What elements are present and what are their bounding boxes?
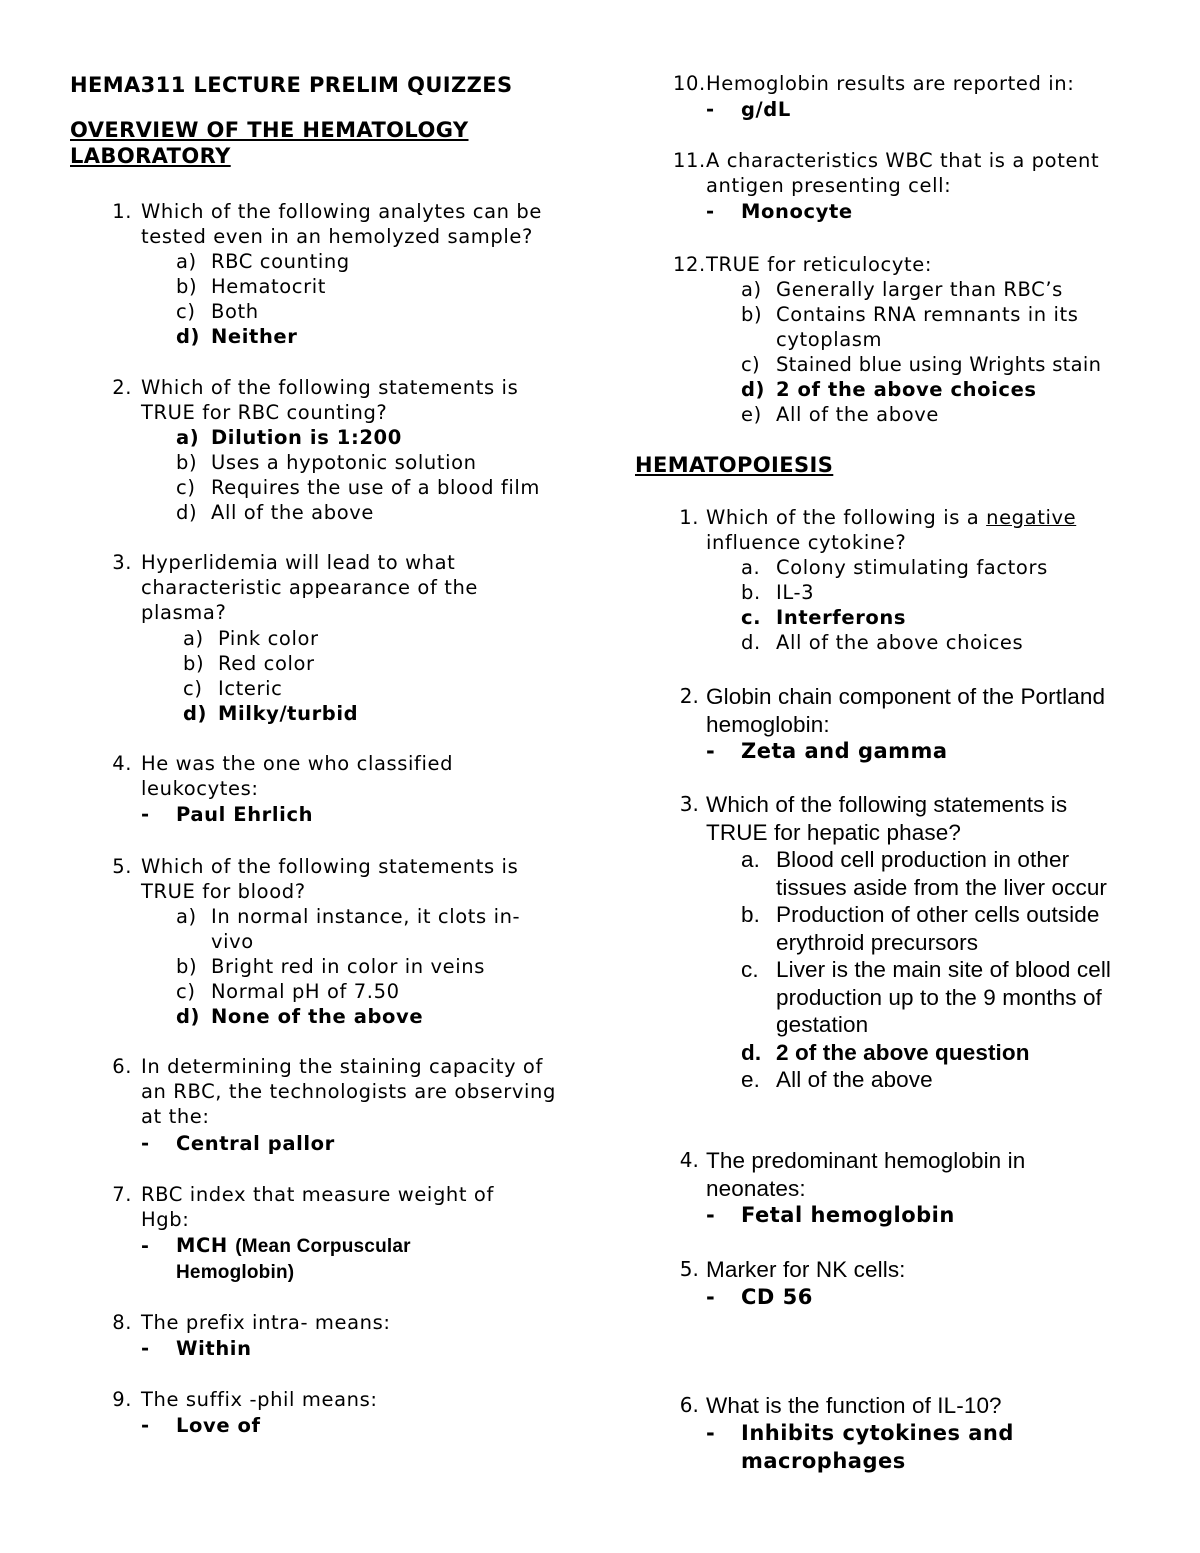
option: d. All of the above choices	[741, 631, 1024, 654]
option-correct: a) Dilution is 1:200	[176, 426, 402, 449]
question-text: Which of the following statements is TRUE for RBC counting?	[141, 376, 519, 424]
section-heading-overview: OVERVIEW OF THE HEMATOLOGY LABORATORY	[70, 118, 469, 168]
options-list	[741, 277, 1141, 427]
option-correct: d) None of the above	[176, 1005, 424, 1028]
option: a. Blood cell production in other tissues aside from the liver occur	[741, 847, 1108, 900]
option: a) RBC counting	[176, 250, 350, 273]
option: c) Both	[176, 300, 259, 323]
option: b) Contains RNA remnants in its cytoplasm	[741, 303, 1079, 351]
option-correct: d) 2 of the above choices	[741, 378, 1037, 401]
option-correct: d) Neither	[176, 325, 298, 348]
question-text: Marker for NK cells:	[706, 1257, 906, 1282]
option: a. Colony stimulating factors	[741, 556, 1048, 579]
option-correct: d. 2 of the above question	[741, 1039, 1030, 1065]
option: c) Normal pH of 7.50	[176, 980, 400, 1003]
question-text: Hyperlidemia will lead to what characteristic appearance of the plasma?	[141, 551, 479, 624]
option: a) Generally larger than RBC’s	[741, 278, 1063, 301]
option: b. Production of other cells outside erythroid precursors	[741, 902, 1100, 955]
option: b) Red color	[183, 652, 315, 675]
option: a) In normal instance, it clots in-vivo	[176, 905, 521, 953]
question-text: Which of the following statements is TRUE for hepatic phase?	[706, 792, 1068, 845]
question-text: Which of the following analytes can be tested even in an hemolyzed sample?	[141, 200, 543, 248]
question-text: Which of the following statements is TRUE for blood?	[141, 855, 519, 903]
question-text: TRUE for reticulocyte:	[706, 253, 933, 276]
option: b) Uses a hypotonic solution	[176, 451, 477, 474]
option-correct: d) Milky/turbid	[183, 702, 359, 725]
question-text: Hemoglobin results are reported in:	[706, 72, 1075, 95]
question-text: Which of the following is a negative influence cytokine?	[706, 506, 1077, 554]
option-correct: c. Interferons	[741, 606, 907, 629]
answer: - g/dL	[706, 98, 791, 121]
option: b. IL-3	[741, 581, 815, 604]
option: c) Icteric	[183, 677, 283, 700]
question-text: He was the one who classified leukocytes:	[141, 752, 454, 800]
options-list	[176, 249, 576, 349]
question-text: The suffix -phil means:	[141, 1388, 378, 1411]
answer: - Fetal hemoglobin	[706, 1203, 955, 1227]
options-list	[176, 425, 596, 525]
option: c) Requires the use of a blood film	[176, 476, 540, 499]
answer: - Love of	[141, 1414, 261, 1437]
question-text: The prefix intra- means:	[141, 1311, 391, 1334]
question-text: The predominant hemoglobin in neonates:	[706, 1148, 1026, 1201]
document-title: HEMA311 LECTURE PRELIM QUIZZES	[70, 73, 513, 97]
options-list	[741, 555, 1141, 655]
answer: - Central pallor	[141, 1132, 335, 1155]
answer: - Monocyte	[706, 200, 853, 223]
options-list	[183, 626, 583, 726]
question-text: Globin chain component of the Portland hemoglobin:	[706, 684, 1106, 737]
answer: - Inhibits cytokines and macrophages	[706, 1421, 1014, 1473]
option: a) Pink color	[183, 627, 319, 650]
question-text: A characteristics WBC that is a potent antigen presenting cell:	[706, 149, 1100, 197]
question-text: What is the function of IL-10?	[706, 1393, 1002, 1418]
options-list	[741, 846, 1133, 1094]
answer: - CD 56	[706, 1285, 813, 1309]
option: d) All of the above	[176, 501, 374, 524]
answer: - Zeta and gamma	[706, 739, 948, 763]
option: e. All of the above	[741, 1067, 933, 1092]
question-text: In determining the staining capacity of an RBC, the technologists are observing at the:	[141, 1055, 556, 1128]
option: b) Hematocrit	[176, 275, 326, 298]
option: c. Liver is the main site of blood cell production up to the 9 months of gestation	[741, 957, 1112, 1037]
section-heading-hematopoiesis: HEMATOPOIESIS	[635, 453, 834, 477]
question-text: RBC index that measure weight of Hgb:	[141, 1183, 494, 1231]
option: e) All of the above	[741, 403, 939, 426]
answer: - MCH (Mean Corpuscular Hemoglobin)	[141, 1234, 411, 1283]
option: c) Stained blue using Wrights stain	[741, 353, 1102, 376]
answer: - Paul Ehrlich	[141, 803, 314, 826]
option: b) Bright red in color in veins	[176, 955, 485, 978]
answer: - Within	[141, 1337, 252, 1360]
options-list	[176, 904, 526, 1029]
